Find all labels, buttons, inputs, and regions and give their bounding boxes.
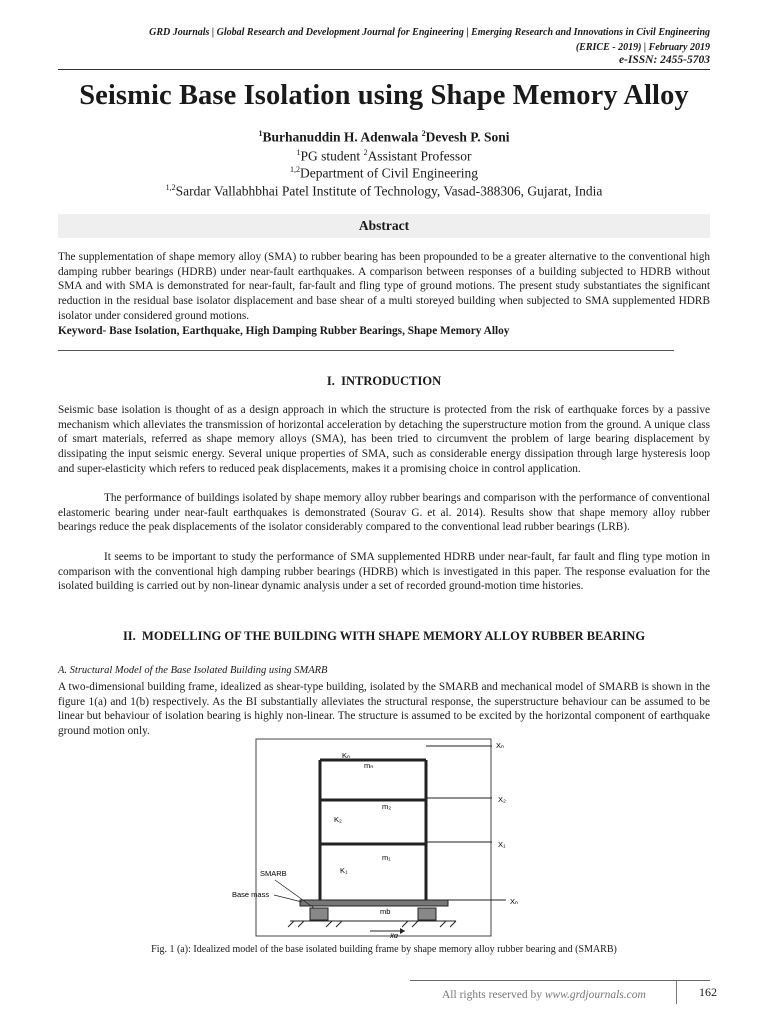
label-xg: ẍg [390, 931, 398, 938]
ground-hatch [288, 921, 456, 927]
keywords: Keyword- Base Isolation, Earthquake, High Damping Rubber Bearings, Shape Memory Alloy [58, 324, 510, 337]
label-mb: mb [380, 907, 391, 916]
left-bearing [310, 908, 328, 920]
author1-sup: 1 [258, 129, 263, 138]
journal-header: GRD Journals | Global Research and Development Journal for Engineering | Emerging Research and Innovations in Civil Engineering [149, 27, 710, 38]
label-m2: m₂ [382, 802, 392, 811]
footer-rule [410, 980, 710, 981]
section-1-number: I. [326, 374, 335, 388]
paper-title: Seismic Base Isolation using Shape Memory Alloy [79, 80, 689, 111]
subsection-a-title: A. Structural Model of the Base Isolated Building using SMARB [58, 665, 328, 676]
rights-text: All rights reserved by [442, 989, 545, 1001]
institute-name: Sardar Vallabhbhai Patel Institute of Technology, Vasad-388306, Gujarat, India [175, 183, 603, 199]
label-kn: Kₙ [342, 751, 350, 760]
section-1-title: INTRODUCTION [341, 374, 442, 388]
label-base-mass: Base mass [232, 890, 270, 899]
role1: PG student [300, 148, 361, 164]
label-k1: K₁ [340, 866, 348, 875]
label-xb: Xₙ [510, 897, 518, 906]
department-name: Department of Civil Engineering [299, 165, 479, 181]
figure-caption: Fig. 1 (a): Idealized model of the base isolated building frame by shape memory alloy rubber bearing and (SMARB) [151, 944, 617, 955]
abstract-text [58, 250, 710, 338]
figure-1a [230, 738, 550, 938]
label-x2: X₂ [498, 795, 506, 804]
right-bearing [418, 908, 436, 920]
section-2-title: MODELLING OF THE BUILDING WITH SHAPE MEMORY ALLOY RUBBER BEARING [142, 629, 646, 643]
label-m1: m₁ [382, 853, 391, 862]
abstract-heading: Abstract [58, 214, 710, 238]
author2-sup: 2 [421, 129, 426, 138]
label-x1: X₁ [498, 840, 506, 849]
author-roles [0, 148, 768, 165]
inst-sup: 1,2 [165, 183, 176, 192]
label-k2: K₂ [334, 815, 342, 824]
role2: Assistant Professor [367, 148, 472, 164]
conference-header: (ERICE - 2019) | February 2019 [575, 42, 710, 53]
abstract-body: The supplementation of shape memory alloy (SMA) to rubber bearing has been propounded to be a greater alternative to the conventional high damping rubber bearings (HDRB) under near-fault earthquakes. A comparison between responses of a building subjected to HDRB without SMA and with SMA is demonstrated for near-fault, far-fault and fling type of ground motions. The present study substantiates the significant reduction in the residual base isolator displacement and base shear of a multi storeyed building when subjected to SMA supplemented HDRB isolator under considered ground motions. [58, 251, 710, 322]
label-mn: mₙ [364, 761, 374, 770]
smarb-pointer [275, 880, 314, 908]
ground-accel-arrowhead [400, 928, 405, 934]
subsection-a-paragraph: A two-dimensional building frame, idealized as shear-type building, isolated by the SMARB and mechanical model of SMARB is shown in the figure 1(a) and 1(b) respectively. As the BI substantially alleviates the structural response, the superstructure behaviour can be assumed to be linear but behaviour of isolation bearing is highly non-linear. The structure is assumed to be excited by the horizontal component of earthquake ground motion only. [58, 681, 710, 738]
role2-sup: 2 [363, 148, 368, 157]
issn-header: e-ISSN: 2455-5703 [618, 54, 710, 66]
author2-name: Devesh P. Soni [425, 129, 510, 145]
intro-paragraph-2: The performance of buildings isolated by shape memory alloy rubber bearings and comparison with the performance of conventional elastomeric bearing under near-fault earthquakes is demonstrated (Sourav G. et al. 2014). Results show that shape memory alloy rubber bearings reduce the peak displacements of the isolator considerably compared to the conventional lead rubber bearings (LRB). [58, 492, 710, 534]
abstract-rule [58, 350, 674, 351]
author1-name: Burhanuddin H. Adenwala [262, 129, 419, 145]
header-rule [58, 69, 710, 70]
footer-rights [442, 989, 646, 1001]
section-2-number: II. [122, 629, 136, 643]
dept-sup: 1,2 [289, 165, 300, 174]
intro-paragraph-3: It seems to be important to study the performance of SMA supplemented HDRB under near-fault, far fault and fling type motion in comparison with the conventional high damping rubber bearings (HDRB) which is investigated in this paper. The response evaluation for the isolated building is carried out by non-linear dynamic analysis under a set of recorded ground-motion time histories. [58, 551, 710, 593]
label-smarb: SMARB [260, 869, 287, 878]
author-line [0, 129, 768, 146]
institute [0, 183, 768, 200]
site-link[interactable]: www.grdjournals.com [544, 989, 646, 1001]
label-xn-top: Xₙ [496, 741, 504, 750]
frame-diagram [230, 738, 550, 938]
intro-paragraph-1: Seismic base isolation is thought of as a design approach in which the structure is protected from the risk of earthquake forces by a passive mechanism which alleviates the transmission of horizontal acceleration by detaching the superstructure motion from the ground. A unique class of smart materials, referred as shape memory alloys (SMA), has been tried to circumvent the problem of large bearing displacement by dissipating the input seismic energy. Several unique properties of SMA, such as considerable energy dissipation through large hysteresis loop and super-elasticity which refers to reduced peak displacements, makes it a promising choice in control application. [58, 404, 710, 475]
role1-sup: 1 [296, 148, 301, 157]
page-number: 162 [676, 980, 739, 1004]
department [0, 165, 768, 182]
section-1-heading [0, 374, 768, 389]
base-mass-slab [300, 900, 448, 906]
section-2-heading [0, 629, 768, 644]
